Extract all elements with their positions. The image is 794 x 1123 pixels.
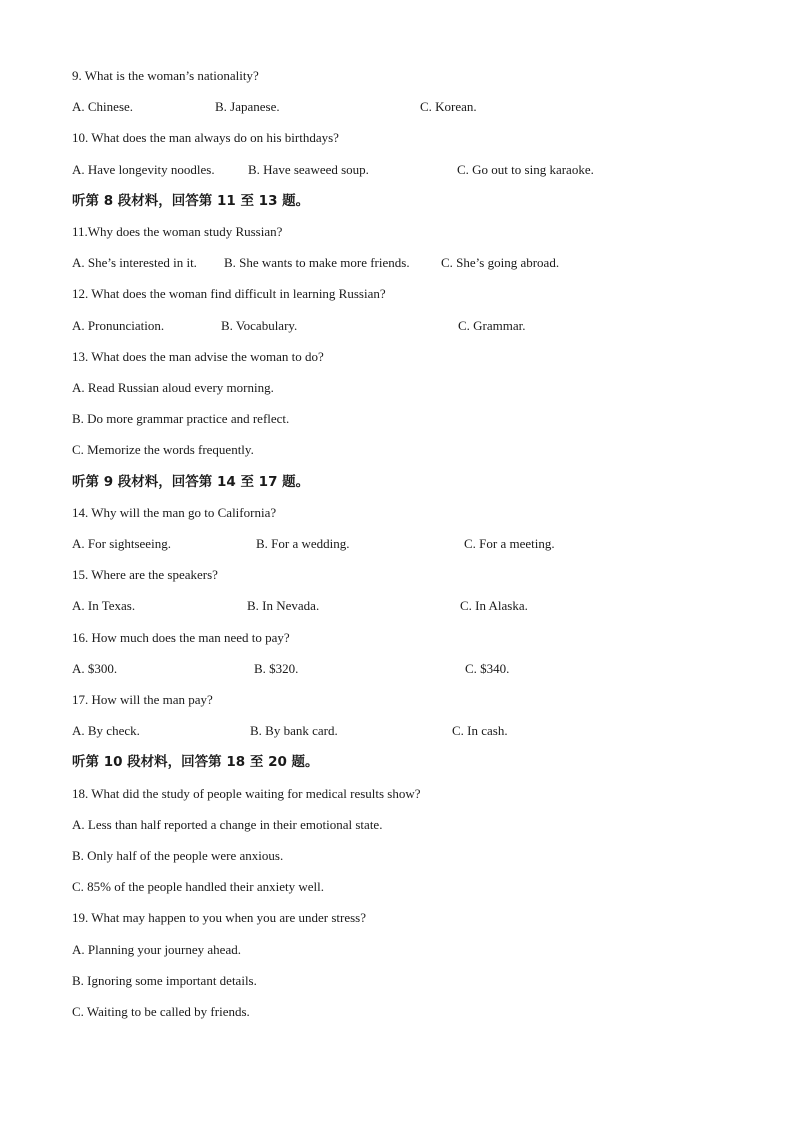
answer-option: B. Ignoring some important details. <box>72 972 257 988</box>
answer-option: B. Have seaweed soup. <box>248 161 369 177</box>
answer-option: C. In Alaska. <box>460 598 528 614</box>
answer-option: A. In Texas. <box>72 598 136 614</box>
answer-option: A. Read Russian aloud every morning. <box>72 380 274 395</box>
answer-option: B. Do more grammar practice and reflect. <box>72 411 290 427</box>
answer-option: C. Grammar. <box>458 317 526 333</box>
section-heading: 听第 9 段材料，回答第 14 至 17 题。 <box>72 473 310 490</box>
section-heading: 听第 8 段材料，回答第 11 至 13 题。 <box>72 192 310 209</box>
answer-option: B. Japanese. <box>215 99 280 115</box>
answer-option: A. For sightseeing. <box>72 536 171 551</box>
answer-option: A. Pronunciation. <box>72 317 165 333</box>
question-text: 17. How will the man pay? <box>72 692 213 707</box>
question-text: 9. What is the woman’s nationality? <box>72 68 259 83</box>
answer-option: A. Chinese. <box>72 99 134 115</box>
answer-option: B. By bank card. <box>250 723 338 739</box>
question-text: 14. Why will the man go to California? <box>72 504 277 520</box>
question-text: 11.Why does the woman study Russian? <box>72 224 283 239</box>
question-text: 12. What does the woman find difficult in learning Russian? <box>72 286 386 302</box>
answer-option: B. For a wedding. <box>256 536 350 551</box>
answer-option: C. 85% of the people handled their anxiety well. <box>72 879 324 895</box>
question-text: 18. What did the study of people waiting for medical results show? <box>72 785 421 801</box>
answer-option: C. $340. <box>465 660 510 676</box>
answer-option: B. Only half of the people were anxious. <box>72 848 284 863</box>
answer-option: B. She wants to make more friends. <box>224 255 410 271</box>
answer-option: A. Have longevity noodles. <box>72 161 215 177</box>
question-text: 15. Where are the speakers? <box>72 567 218 583</box>
answer-option: A. She’s interested in it. <box>72 255 197 271</box>
question-text: 19. What may happen to you when you are under stress? <box>72 910 366 926</box>
answer-option: C. Waiting to be called by friends. <box>72 1004 250 1019</box>
answer-option: C. Memorize the words frequently. <box>72 442 254 458</box>
answer-option: B. In Nevada. <box>247 598 320 614</box>
answer-option: A. Less than half reported a change in their emotional state. <box>72 816 383 832</box>
answer-option: A. By check. <box>72 723 140 739</box>
answer-option: C. For a meeting. <box>464 536 555 551</box>
answer-option: C. Korean. <box>420 99 477 115</box>
question-text: 10. What does the man always do on his birthdays? <box>72 130 339 146</box>
answer-option: C. In cash. <box>452 723 508 739</box>
answer-option: B. $320. <box>254 660 299 676</box>
answer-option: C. She’s going abroad. <box>441 255 560 271</box>
answer-option: B. Vocabulary. <box>221 317 298 333</box>
question-text: 16. How much does the man need to pay? <box>72 629 290 645</box>
answer-option: C. Go out to sing karaoke. <box>457 161 594 177</box>
answer-option: A. Planning your journey ahead. <box>72 941 241 957</box>
question-text: 13. What does the man advise the woman to do? <box>72 348 324 364</box>
section-heading: 听第 10 段材料，回答第 18 至 20 题。 <box>72 754 319 771</box>
answer-option: A. $300. <box>72 660 118 676</box>
